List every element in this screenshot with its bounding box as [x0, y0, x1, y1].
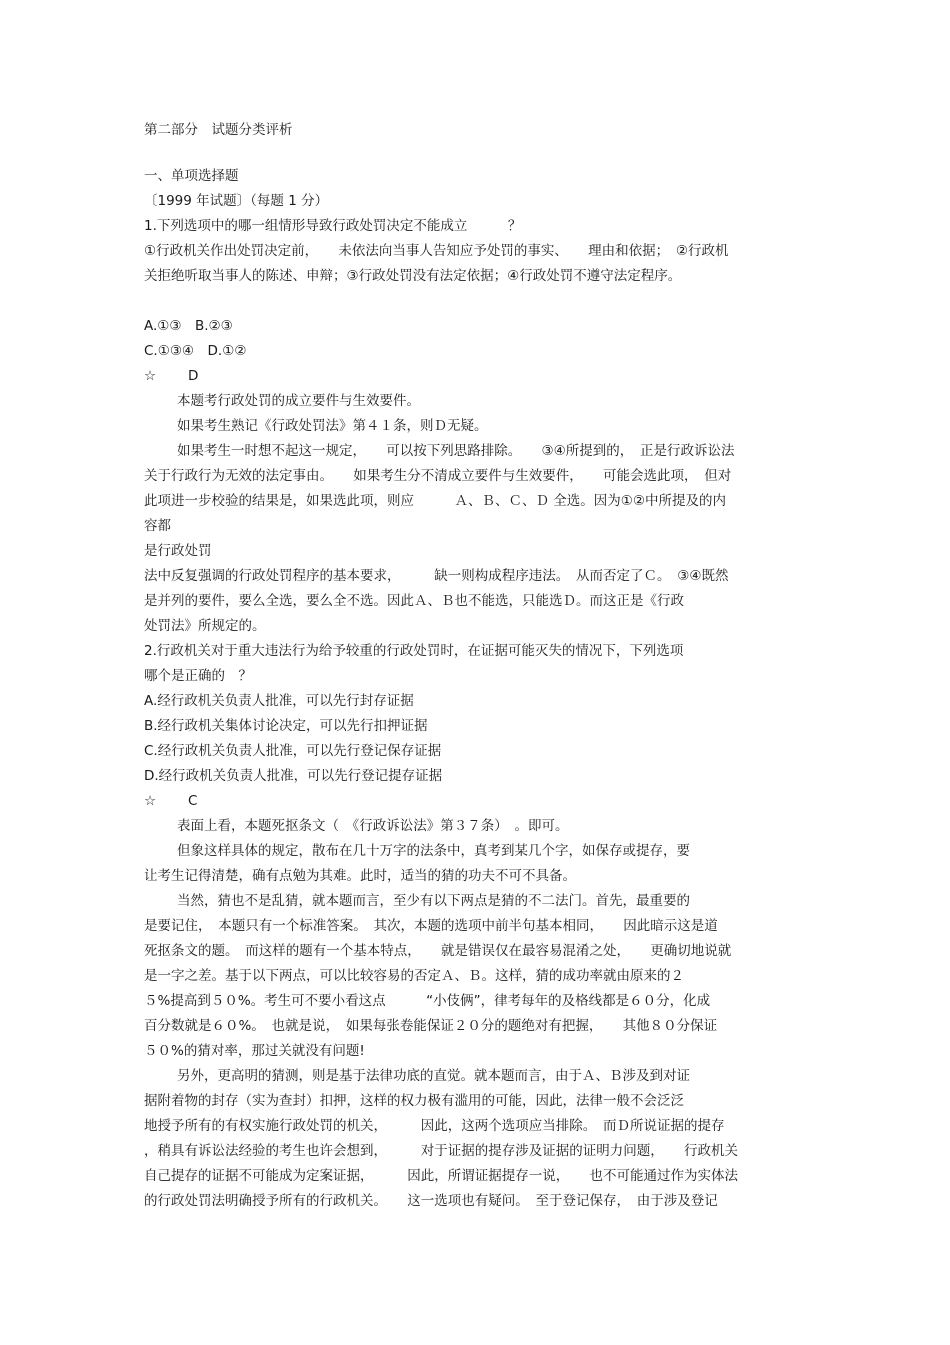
q1-analysis-line: 如果考生熟记《行政处罚法》第４１条，则Ｄ无疑。 [177, 418, 488, 434]
q2-analysis-line: 的行政处罚法明确授予所有的行政机关。 这一选项也有疑问。 至于登记保存， 由于涉及登记 [144, 1193, 718, 1209]
q2-analysis-line: 表面上看，本题死抠条文（ 《行政诉讼法》第３７条） 。即可。 [177, 818, 569, 834]
document-page [144, 118, 814, 1214]
q2-option: B.经行政机关集体讨论决定，可以先行扣押证据 [144, 718, 428, 734]
q1-option-row: A.①③ B.②③ [144, 318, 233, 334]
q2-analysis-line: ５０%的猜对率，那过关就没有问题! [144, 1043, 365, 1059]
q1-stem: 1.下列选项中的哪一组情形导致行政处罚决定不能成立 ？ [144, 218, 522, 234]
q1-analysis-line: 本题考行政处罚的成立要件与生效要件。 [177, 393, 420, 409]
q2-analysis-line: 百分数就是６０%。 也就是说， 如果每张卷能保证２０分的题绝对有把握， 其他８０分保证 [144, 1018, 718, 1034]
q2-analysis-line: ５%提高到５０%。考生可不要小看这点 “小伎俩”，律考每年的及格线都是６０分，化成 [144, 993, 711, 1009]
q1-option-row: C.①③④ D.①② [144, 343, 247, 359]
q2-analysis-line: 让考生记得清楚，确有点勉为其难。此时，适当的猜的功夫不可不具备。 [144, 868, 576, 884]
q1-body-line: 关拒绝听取当事人的陈述、申辩；③行政处罚没有法定依据；④行政处罚不遵守法定程序。 [144, 268, 682, 284]
q2-option: A.经行政机关负责人批准，可以先行封存证据 [144, 693, 414, 709]
q2-analysis-line: 地授予所有的有权实施行政处罚的机关， 因此，这两个选项应当排除。 而Ｄ所说证据的提存 [144, 1118, 725, 1134]
section-heading: 一、单项选择题 [144, 168, 239, 184]
part-heading: 第二部分 试题分类评析 [144, 122, 293, 138]
star-icon: ☆ [144, 793, 157, 809]
q1-analysis-line: 关于行政行为无效的法定事由。 如果考生分不清成立要件与生效要件， 可能会选此项， 但对 [144, 468, 732, 484]
q2-option: C.经行政机关负责人批准，可以先行登记保存证据 [144, 743, 442, 759]
q2-analysis-line: 自己提存的证据不可能成为定案证据， 因此，所谓证据提存一说， 也不可能通过作为实体法 [144, 1168, 738, 1184]
q1-analysis-line: 容都 [144, 518, 171, 534]
q2-answer-row [144, 789, 814, 814]
q2-analysis-line: 当然，猜也不是乱猜，就本题而言，至少有以下两点是猜的不二法门。首先，最重要的 [177, 893, 690, 909]
star-icon: ☆ [144, 368, 157, 384]
q1-answer: D [188, 368, 199, 384]
q2-analysis-line: 是要记住， 本题只有一个标准答案。 其次，本题的选项中前半句基本相同， 因此暗示这是道 [144, 918, 718, 934]
q1-answer-row [144, 364, 814, 389]
q2-answer: C [188, 793, 198, 809]
year-tag: 〔1999 年试题〕（每题 1 分） [144, 193, 329, 209]
q2-analysis-line: ，稍具有诉讼法经验的考生也许会想到， 对于证据的提存涉及证据的证明力问题， 行政机关 [144, 1143, 738, 1159]
q2-analysis-line: 死抠条文的题。 而这样的题有一个基本特点， 就是错误仅在最容易混淆之处， 更确切地说就 [144, 943, 732, 959]
q1-analysis-line: 处罚法》所规定的。 [144, 618, 266, 634]
q2-analysis-line: 另外，更高明的猜测，则是基于法律功底的直觉。就本题而言，由于Ａ、Ｂ涉及到对证 [177, 1068, 690, 1084]
q1-analysis-line: 是行政处罚 [144, 543, 212, 559]
q1-analysis-line: 是并列的要件，要么全选，要么全不选。因此Ａ、Ｂ也不能选，只能选Ｄ。而这正是《行政 [144, 593, 684, 609]
q2-stem: 哪个是正确的 ？ [144, 668, 252, 684]
q2-option: D.经行政机关负责人批准，可以先行登记提存证据 [144, 768, 443, 784]
q2-analysis-line: 是一字之差。基于以下两点，可以比较容易的否定Ａ、Ｂ。这样，猜的成功率就由原来的２ [144, 968, 684, 984]
q1-analysis-line: 法中反复强调的行政处罚程序的基本要求， 缺一则构成程序违法。 从而否定了Ｃ。 ③④既然 [144, 568, 729, 584]
q1-analysis-line: 此项进一步校验的结果是，如果选此项，则应 Ａ、Ｂ、Ｃ、Ｄ 全选。因为①②中所提及的内 [144, 493, 726, 509]
q2-analysis-line: 但象这样具体的规定，散布在几十万字的法条中，真考到某几个字，如保存或提存，要 [177, 843, 690, 859]
q2-analysis-line: 据附着物的封存（实为查封）扣押，这样的权力极有滥用的可能，因此，法律一般不会泛泛 [144, 1093, 684, 1109]
q1-analysis-line: 如果考生一时想不起这一规定， 可以按下列思路排除。 ③④所提到的， 正是行政诉讼法 [177, 443, 735, 459]
q2-stem: 2.行政机关对于重大违法行为给予较重的行政处罚时，在证据可能灭失的情况下，下列选项 [144, 643, 684, 659]
q1-body-line: ①行政机关作出处罚决定前， 未依法向当事人告知应予处罚的事实、 理由和依据； ②行政机 [144, 243, 729, 259]
